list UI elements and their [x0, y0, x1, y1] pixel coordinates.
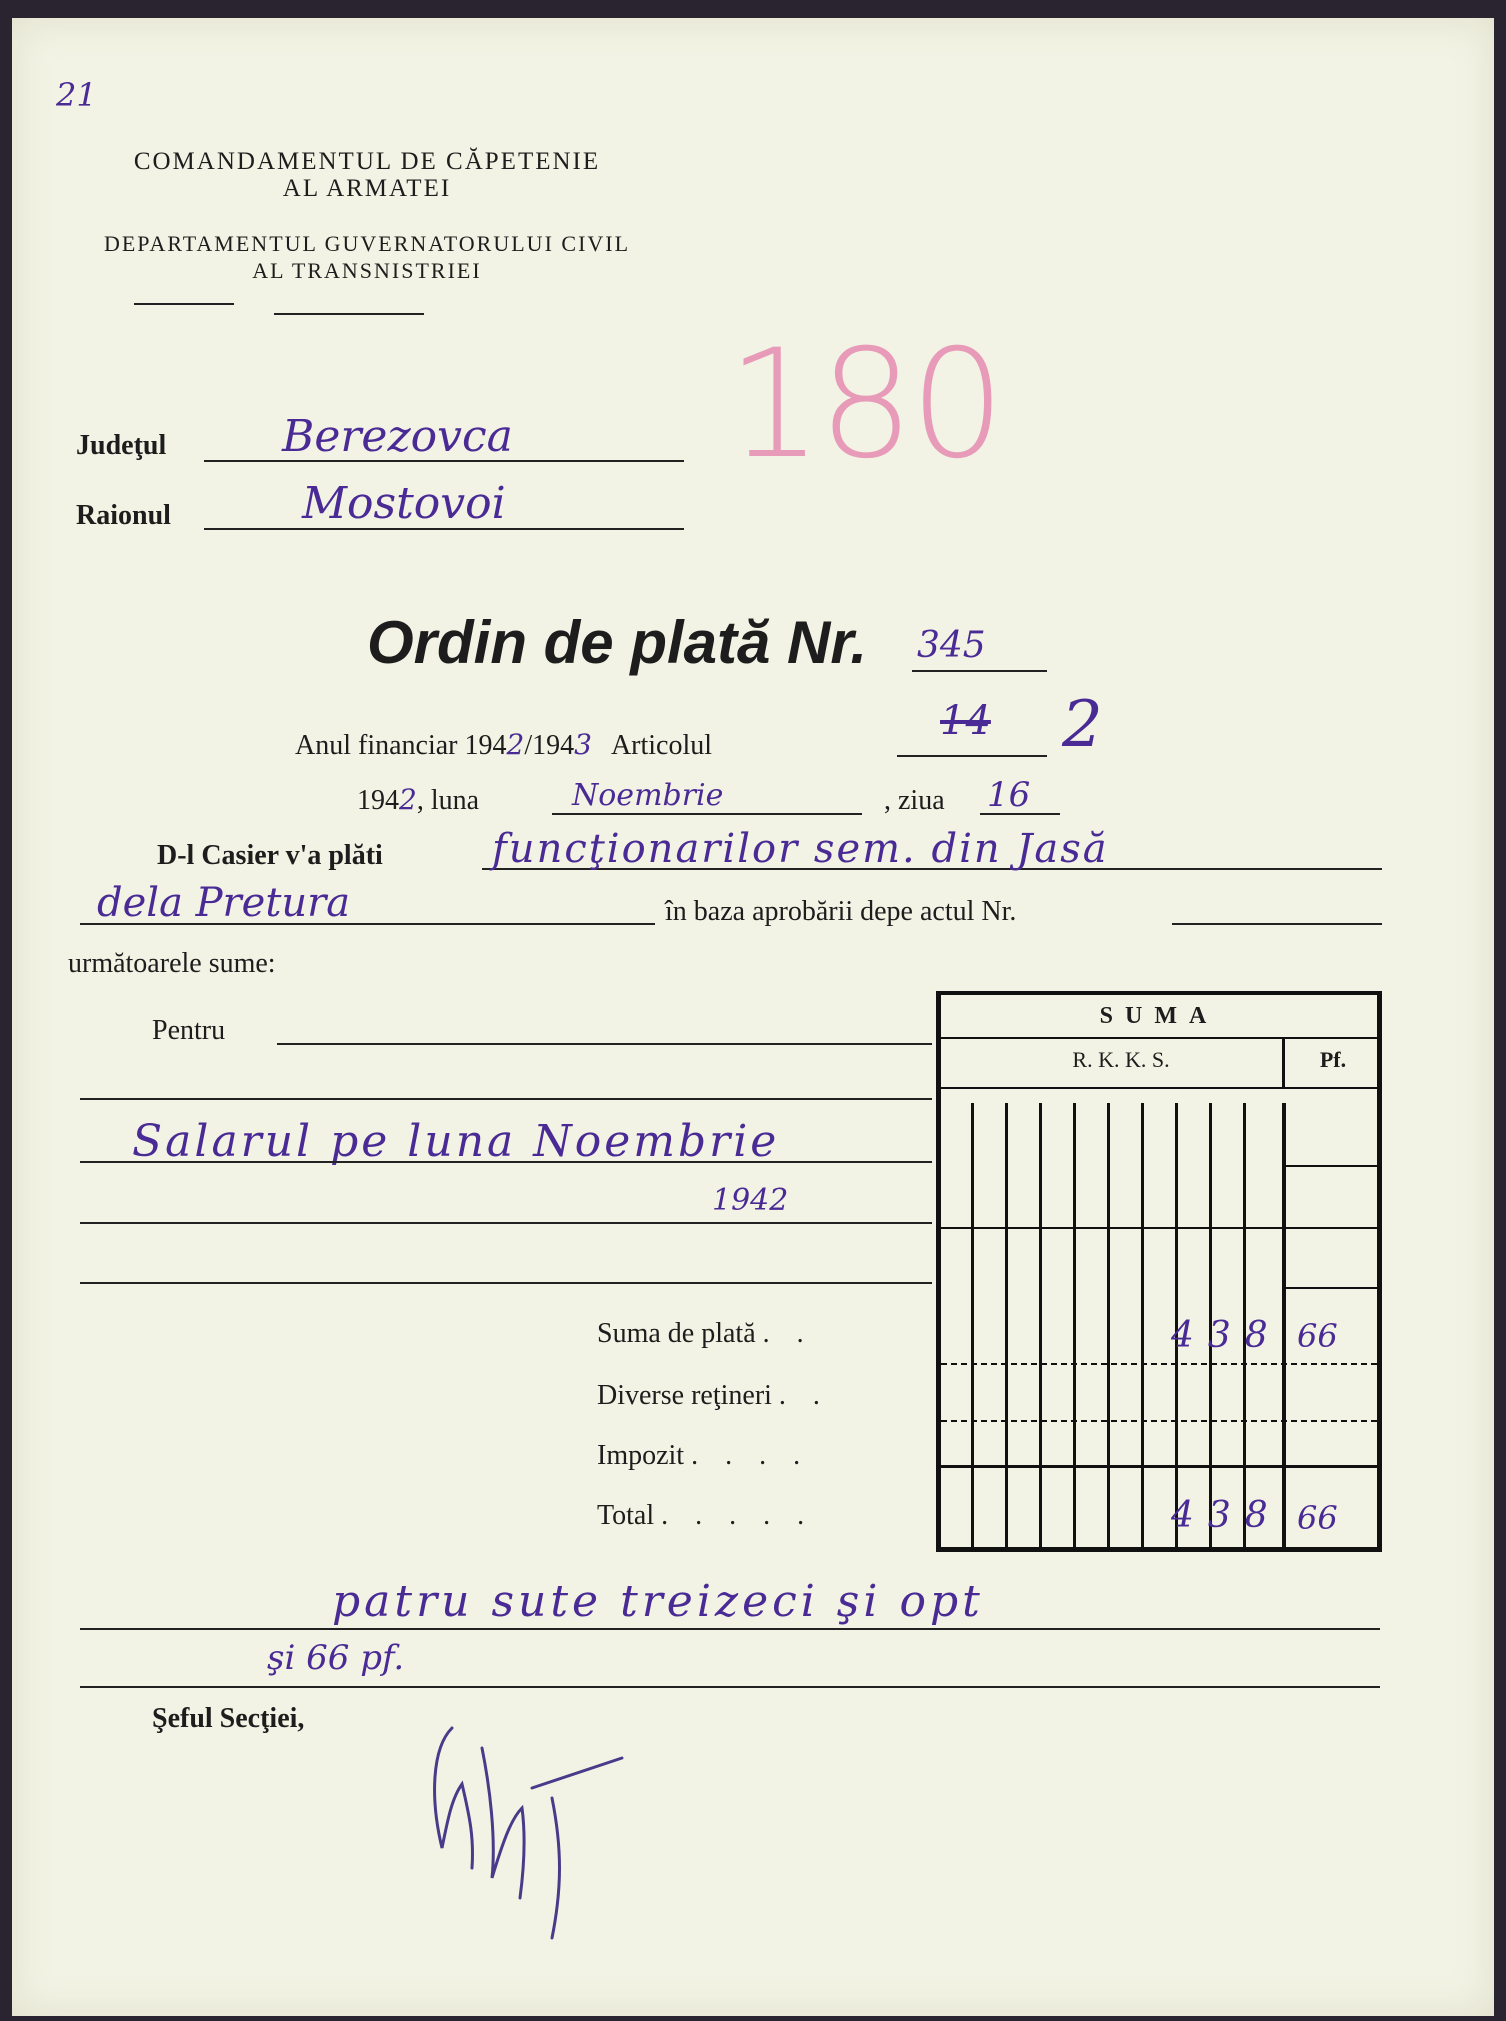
- table-col: [971, 1103, 974, 1547]
- sef-label: Şeful Secţiei,: [152, 1703, 305, 1734]
- pentru-line-1: [80, 1098, 932, 1100]
- pentru-value-1: Salarul pe luna Noembrie: [132, 1116, 780, 1167]
- table-row-rule: [941, 1227, 1377, 1229]
- table-sub-divider: [1282, 1037, 1285, 1087]
- articolul-struck: 14: [940, 698, 991, 744]
- pentru-line-2: [80, 1161, 932, 1163]
- row-diverse-retineri: [597, 1380, 830, 1412]
- header-underline-1: [134, 303, 234, 305]
- financial-year-row: [295, 728, 712, 762]
- pentru-line-4: [80, 1282, 932, 1284]
- table-row-rule: [1282, 1287, 1377, 1289]
- table-header: SUMA: [1099, 1003, 1219, 1029]
- header-underline-2: [274, 313, 424, 315]
- date-row: 1942, luna: [357, 783, 480, 816]
- articolul-value: 2: [1062, 688, 1103, 762]
- financial-prefix: Anul financiar 194: [295, 730, 507, 761]
- header-line-4: AL TRANSNISTRIEI: [252, 258, 482, 283]
- row-dots: . .: [762, 1318, 814, 1349]
- row-total: [597, 1500, 814, 1532]
- casier-value-2: dela Pretura: [97, 880, 351, 926]
- pencil-number: 180: [727, 318, 1002, 492]
- words-line-2: [80, 1686, 1380, 1688]
- suma-de-plata-amount: 438: [1171, 1315, 1282, 1356]
- casier-label-wrap: [157, 840, 383, 872]
- order-number-line: [912, 670, 1047, 672]
- words-line-1: [80, 1628, 1380, 1630]
- ziua-value: 16: [987, 775, 1031, 815]
- baza-line: [1172, 923, 1382, 925]
- urmatoarele-label: următoarele sume:: [68, 948, 276, 979]
- table-row-rule: [1282, 1165, 1377, 1167]
- table-col: [1141, 1103, 1144, 1547]
- luna-line: [552, 813, 862, 815]
- suma-de-plata-cents: 66: [1297, 1317, 1338, 1355]
- table-sub-right: Pf.: [1319, 1047, 1347, 1072]
- document-title: Ordin de plată Nr.: [367, 609, 868, 676]
- date-year-digit: 2: [399, 783, 417, 816]
- articolul-line: [897, 755, 1047, 757]
- luna-value: Noembrie: [572, 778, 724, 813]
- row-suma-de-plata: [597, 1318, 814, 1350]
- row-label: Total: [597, 1500, 655, 1531]
- table-col: [1073, 1103, 1076, 1547]
- header-line-3: DEPARTAMENTUL GUVERNATORULUI CIVIL: [103, 231, 631, 256]
- table-row-rule: [941, 1363, 1377, 1365]
- casier-label: D-l Casier v'a plăti: [157, 840, 383, 871]
- raionul-label: Raionul: [76, 500, 171, 531]
- date-prefix: 194: [357, 785, 399, 816]
- judetul-label: Judeţul: [76, 430, 167, 461]
- pentru-line-3: [80, 1222, 932, 1224]
- row-label: Suma de plată: [597, 1318, 756, 1349]
- casier-value-1: funcţionarilor sem. din Jasă: [492, 826, 1109, 872]
- row-label: Diverse reţineri: [597, 1380, 772, 1411]
- baza-label: în baza aprobării depe actul Nr.: [665, 896, 1017, 927]
- row-dots: . .: [778, 1380, 830, 1411]
- table-col: [1005, 1103, 1008, 1547]
- total-cents: 66: [1297, 1499, 1338, 1537]
- total-amount: 438: [1171, 1495, 1282, 1536]
- signature: [412, 1688, 672, 1948]
- row-impozit: [597, 1440, 810, 1472]
- ziua-label: ziua: [898, 785, 945, 816]
- table-row-rule: [941, 1465, 1377, 1468]
- pentru-value-2: 1942: [712, 1183, 789, 1218]
- luna-label: luna: [430, 785, 480, 816]
- row-dots: . . . . .: [661, 1500, 815, 1531]
- pentru-label: Pentru: [152, 1015, 226, 1046]
- amount-in-words-1: patru sute treizeci şi opt: [332, 1576, 984, 1627]
- amount-in-words-2: şi 66 pf.: [267, 1638, 405, 1678]
- table-header-rule: [941, 1037, 1377, 1039]
- order-number: 345: [917, 625, 986, 666]
- ziua-row: , ziua: [884, 785, 945, 816]
- raionul-value: Mostovoi: [302, 478, 506, 529]
- payment-order-document: [12, 18, 1494, 2016]
- table-col: [1107, 1103, 1110, 1547]
- row-label: Impozit: [597, 1440, 685, 1471]
- corner-mark: 21: [56, 76, 97, 114]
- table-col-divider: [1282, 1103, 1286, 1547]
- row-dots: . . . .: [691, 1440, 811, 1471]
- header-line-2: AL ARMATEI: [282, 175, 452, 202]
- financial-year1-digit: 2: [506, 728, 525, 761]
- table-sub-rule: [941, 1087, 1377, 1089]
- header-line-1: COMANDAMENTUL DE CĂPETENIE: [133, 148, 601, 175]
- table-sub-left: R. K. K. S.: [1072, 1047, 1170, 1072]
- table-row-rule: [941, 1420, 1377, 1422]
- financial-year2-digit: 3: [574, 728, 592, 761]
- articolul-label: Articolul: [610, 730, 713, 761]
- financial-mid: /194: [524, 730, 575, 761]
- suma-table: [936, 991, 1382, 1552]
- pentru-line-0: [277, 1043, 932, 1045]
- judetul-value: Berezovca: [282, 411, 513, 462]
- table-col: [1039, 1103, 1042, 1547]
